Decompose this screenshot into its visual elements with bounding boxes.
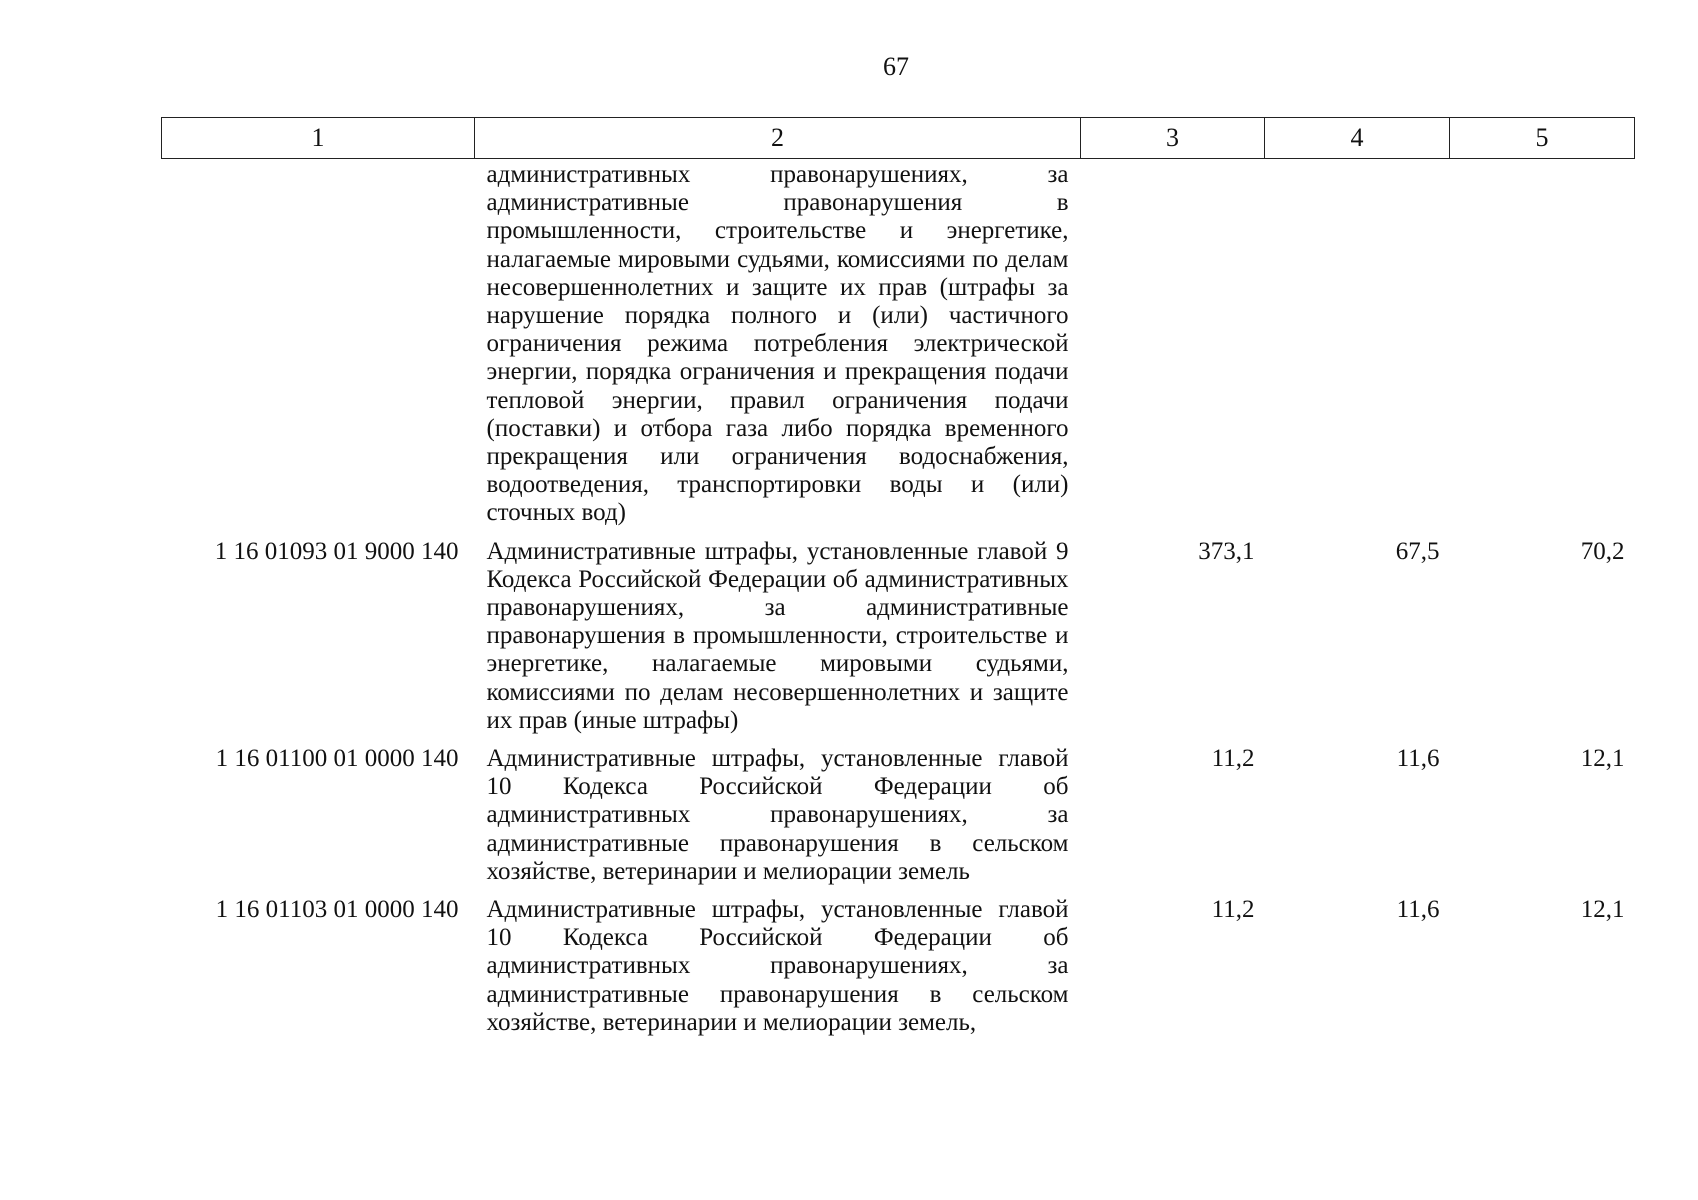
header-row: [162, 118, 1635, 159]
row-description: Административные штрафы, установленные главой 9 Кодекса Российской Федерации об административных правонарушениях, за административные правонарушения в промышленности, строительстве и энергетике, налагаемые мировыми судьями, комиссиями по делам несовершеннолетних и защите их прав (иные штрафы): [486, 537, 1069, 734]
page-number: 67: [883, 52, 909, 81]
row-value-col5: 12,1: [1580, 896, 1625, 924]
row-value-col4: 11,6: [1396, 745, 1440, 773]
row-value-col3: 11,2: [1211, 745, 1255, 773]
column-header-1: 1: [162, 118, 475, 159]
row-value-col3: [1081, 159, 1265, 538]
row-value-col5: 12,1: [1580, 745, 1625, 773]
table-row: [162, 896, 1635, 1047]
table-body: [162, 159, 1635, 1048]
column-header-4: 4: [1265, 118, 1450, 159]
row-code: [162, 159, 475, 538]
row-value-col5: [1450, 159, 1635, 538]
row-value-col4: [1265, 159, 1450, 538]
row-code: 1 16 01093 01 9000 140: [214, 537, 459, 565]
row-description: Административные штрафы, установленные главой 10 Кодекса Российской Федерации об административных правонарушениях, за административные правонарушения в сельском хозяйстве, ветеринарии и мелиорации земель,: [486, 896, 1069, 1036]
budget-table: [161, 117, 1635, 1047]
table-row: [162, 745, 1635, 896]
row-description: административных правонарушениях, за административные правонарушения в промышленности, строительстве и энергетике, налагаемые мировыми судьями, комиссиями по делам несовершеннолетних и защите их прав (штрафы за нарушение порядка полного и (или) частичного ограничения режима потребления электрической энергии, порядка ограничения и прекращения подачи тепловой энергии, правил ограничения подачи (поставки) и отбора газа либо порядка временного прекращения или ограничения водоснабжения, водоотведения, транспортировки воды и (или) сточных вод): [486, 161, 1069, 527]
row-value-col5: 70,2: [1580, 537, 1625, 565]
row-value-col4: 67,5: [1395, 537, 1440, 565]
row-code: 1 16 01103 01 0000 140: [215, 896, 459, 924]
row-code: 1 16 01100 01 0000 140: [215, 745, 459, 773]
table-header: [162, 118, 1635, 159]
row-value-col3: 11,2: [1211, 896, 1255, 924]
column-header-3: 3: [1081, 118, 1265, 159]
column-header-2: 2: [475, 118, 1081, 159]
column-header-5: 5: [1450, 118, 1635, 159]
table-row: [162, 159, 1635, 538]
row-value-col3: 373,1: [1198, 537, 1255, 565]
table-row: [162, 538, 1635, 745]
row-value-col4: 11,6: [1396, 896, 1440, 924]
row-description: Административные штрафы, установленные главой 10 Кодекса Российской Федерации об административных правонарушениях, за административные правонарушения в сельском хозяйстве, ветеринарии и мелиорации земель: [486, 745, 1069, 885]
